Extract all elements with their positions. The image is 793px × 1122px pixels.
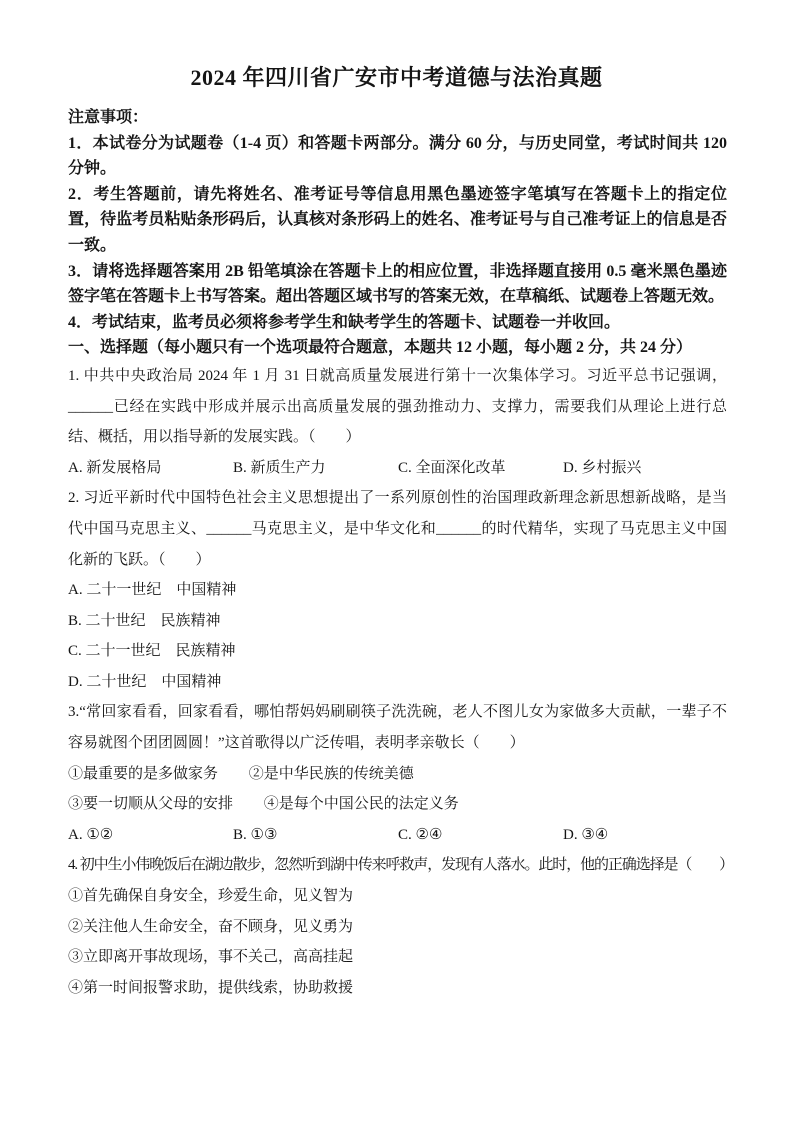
question-4-statement-4: ④第一时间报警求助，提供线索，协助救援 [68,979,354,996]
questions-section [68,361,734,1003]
question-3-stem: 3.“常回家看看，回家看看，哪怕帮妈妈刷刷筷子洗洗碗，老人不图儿女为家做多大贡献，一辈子不容易就图个团团圆圆！”这首歌得以广泛传唱，表明孝亲敬长（ ） [68,704,727,752]
question-3-options [68,820,727,851]
question-1-option-a: A. 新发展格局 [68,459,162,476]
question-2 [68,483,727,697]
section-heading-choice-questions: 一、选择题（每小题只有一个选项最符合题意，本题共 12 小题，每小题 2 分，共 24 分） [68,339,693,357]
question-1 [68,361,727,483]
document-content [0,105,793,1003]
question-1-option-d: D. 乡村振兴 [563,459,642,476]
question-3-statements-row-2 [68,789,727,820]
question-4-stem: 4. 初中生小伟晚饭后在湖边散步，忽然听到湖中传来呼救声，发现有人落水。此时，他的正确选择是（ ） [68,857,734,874]
question-4 [68,850,734,1003]
question-3-statements-row-1 [68,759,727,790]
notice-item-1: 1．本试卷分为试题卷（1-4 页）和答题卡两部分。满分 60 分，与历史同堂，考试时间共 120 分钟。 [68,134,727,178]
question-4-statement-1: ①首先确保自身安全，珍爱生命，见义智为 [68,888,354,905]
question-3-statement-1: ①最重要的是多做家务 [68,765,219,782]
question-3-option-d: D. ③④ [563,826,609,843]
question-3-statement-4: ④是每个中国公民的法定义务 [263,796,459,813]
notice-item-4: 4．考试结束，监考员必须将参考学生和缺考学生的答题卡、试题卷一并收回。 [68,313,621,331]
notice-section [68,105,727,335]
question-2-option-a: A. 二十一世纪 中国精神 [68,582,237,599]
question-1-stem: 1. 中共中央政治局 2024 年 1 月 31 日就高质量发展进行第十一次集体学习。习近平总书记强调，______已经在实践中形成并展示出高质量发展的强劲推动力、支撑力，需要我们从理论上进行总结、概括，用以指导新的发展实践。（ ） [68,367,727,446]
question-2-option-d: D. 二十世纪 中国精神 [68,673,222,690]
notice-heading: 注意事项： [68,109,149,126]
notice-item-2: 2．考生答题前，请先将姓名、准考证号等信息用黑色墨迹签字笔填写在答题卡上的指定位置，待监考员粘贴条形码后，认真核对条形码上的姓名、准考证号与自己准考证上的信息是否一致。 [68,185,727,254]
question-1-option-b: B. 新质生产力 [233,459,326,476]
question-4-statement-2: ②关注他人生命安全，奋不顾身，见义勇为 [68,918,354,935]
question-3 [68,697,727,850]
question-3-option-b: B. ①③ [233,826,278,843]
question-2-options [68,575,727,697]
question-2-option-c: C. 二十一世纪 民族精神 [68,643,236,660]
question-4-statement-3: ③立即离开事故现场，事不关己，高高挂起 [68,949,354,966]
page-title: 2024 年四川省广安市中考道德与法治真题 [190,65,603,90]
notice-item-3: 3．请将选择题答案用 2B 铅笔填涂在答题卡上的相应位置，非选择题直接用 0.5 毫米黑色墨迹签字笔在答题卡上书写答案。超出答题区域书写的答案无效，在草稿纸、试题卷上答题无效。 [68,262,727,306]
question-1-options [68,453,727,484]
question-1-option-c: C. 全面深化改革 [398,459,506,476]
question-2-stem: 2. 习近平新时代中国特色社会主义思想提出了一系列原创性的治国理政新理念新思想新战略，是当代中国马克思主义、______马克思主义，是中华文化和______的时代精华，实现了马克思主义中国化新的飞跃。（ ） [68,490,727,568]
question-3-statement-2: ②是中华民族的传统美德 [248,765,414,782]
question-3-option-c: C. ②④ [398,826,443,843]
question-3-statement-3: ③要一切顺从父母的安排 [68,796,234,813]
question-2-option-b: B. 二十世纪 民族精神 [68,612,221,629]
question-3-option-a: A. ①② [68,826,114,843]
